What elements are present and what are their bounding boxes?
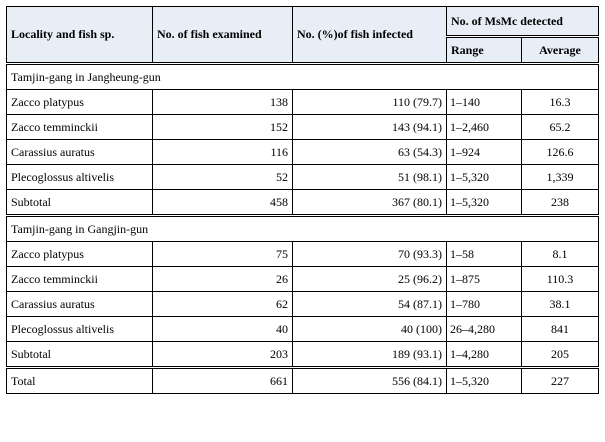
average-cell: 8.1: [522, 242, 599, 267]
table-header: [7, 7, 599, 64]
infection-table: [6, 6, 599, 394]
header-range: Range: [447, 37, 522, 64]
range-cell: 1–58: [447, 242, 522, 267]
infected-cell: 25 (96.2): [293, 267, 447, 292]
table-row: [7, 267, 599, 292]
average-cell: 1,339: [522, 165, 599, 190]
range-cell: 1–780: [447, 292, 522, 317]
examined-cell: 661: [153, 368, 293, 394]
subtotal-row: [7, 190, 599, 216]
average-cell: 65.2: [522, 115, 599, 140]
average-cell: 238: [522, 190, 599, 216]
average-cell: 227: [522, 368, 599, 394]
range-cell: 1–5,320: [447, 190, 522, 216]
range-cell: 1–924: [447, 140, 522, 165]
average-cell: 205: [522, 342, 599, 368]
table-row: [7, 115, 599, 140]
header-detected: No. of MsMc detected: [447, 7, 599, 37]
total-row: [7, 368, 599, 394]
species-cell: Zacco temminckii: [7, 267, 153, 292]
table-row: [7, 242, 599, 267]
infected-cell: 110 (79.7): [293, 90, 447, 115]
infected-cell: 189 (93.1): [293, 342, 447, 368]
table-body: [7, 64, 599, 394]
infected-cell: 54 (87.1): [293, 292, 447, 317]
range-cell: 1–2,460: [447, 115, 522, 140]
range-cell: 1–5,320: [447, 165, 522, 190]
header-infected: No. (%)of fish infected: [293, 7, 447, 64]
subtotal-row: [7, 342, 599, 368]
examined-cell: 26: [153, 267, 293, 292]
infected-cell: 70 (93.3): [293, 242, 447, 267]
infected-cell: 63 (54.3): [293, 140, 447, 165]
section-row: [7, 64, 599, 90]
examined-cell: 116: [153, 140, 293, 165]
species-cell: Zacco platypus: [7, 242, 153, 267]
header-average: Average: [522, 37, 599, 64]
range-cell: 1–5,320: [447, 368, 522, 394]
range-cell: 1–875: [447, 267, 522, 292]
average-cell: 110.3: [522, 267, 599, 292]
table-row: [7, 317, 599, 342]
table-row: [7, 292, 599, 317]
infected-cell: 51 (98.1): [293, 165, 447, 190]
header-locality: Locality and fish sp.: [7, 7, 153, 64]
section-title: Tamjin-gang in Gangjin-gun: [7, 216, 599, 242]
examined-cell: 138: [153, 90, 293, 115]
average-cell: 841: [522, 317, 599, 342]
species-cell: Zacco platypus: [7, 90, 153, 115]
section-title: Tamjin-gang in Jangheung-gun: [7, 64, 599, 90]
infected-cell: 143 (94.1): [293, 115, 447, 140]
species-cell: Total: [7, 368, 153, 394]
average-cell: 16.3: [522, 90, 599, 115]
table-row: [7, 165, 599, 190]
range-cell: 1–4,280: [447, 342, 522, 368]
table-row: [7, 140, 599, 165]
species-cell: Carassius auratus: [7, 292, 153, 317]
examined-cell: 40: [153, 317, 293, 342]
infected-cell: 556 (84.1): [293, 368, 447, 394]
average-cell: 126.6: [522, 140, 599, 165]
examined-cell: 458: [153, 190, 293, 216]
species-cell: Plecoglossus altivelis: [7, 165, 153, 190]
table-row: [7, 90, 599, 115]
species-cell: Zacco temminckii: [7, 115, 153, 140]
infected-cell: 40 (100): [293, 317, 447, 342]
average-cell: 38.1: [522, 292, 599, 317]
header-examined: No. of fish examined: [153, 7, 293, 64]
examined-cell: 203: [153, 342, 293, 368]
examined-cell: 62: [153, 292, 293, 317]
range-cell: 26–4,280: [447, 317, 522, 342]
species-cell: Subtotal: [7, 342, 153, 368]
examined-cell: 75: [153, 242, 293, 267]
infected-cell: 367 (80.1): [293, 190, 447, 216]
range-cell: 1–140: [447, 90, 522, 115]
species-cell: Carassius auratus: [7, 140, 153, 165]
examined-cell: 152: [153, 115, 293, 140]
species-cell: Plecoglossus altivelis: [7, 317, 153, 342]
examined-cell: 52: [153, 165, 293, 190]
species-cell: Subtotal: [7, 190, 153, 216]
section-row: [7, 216, 599, 242]
